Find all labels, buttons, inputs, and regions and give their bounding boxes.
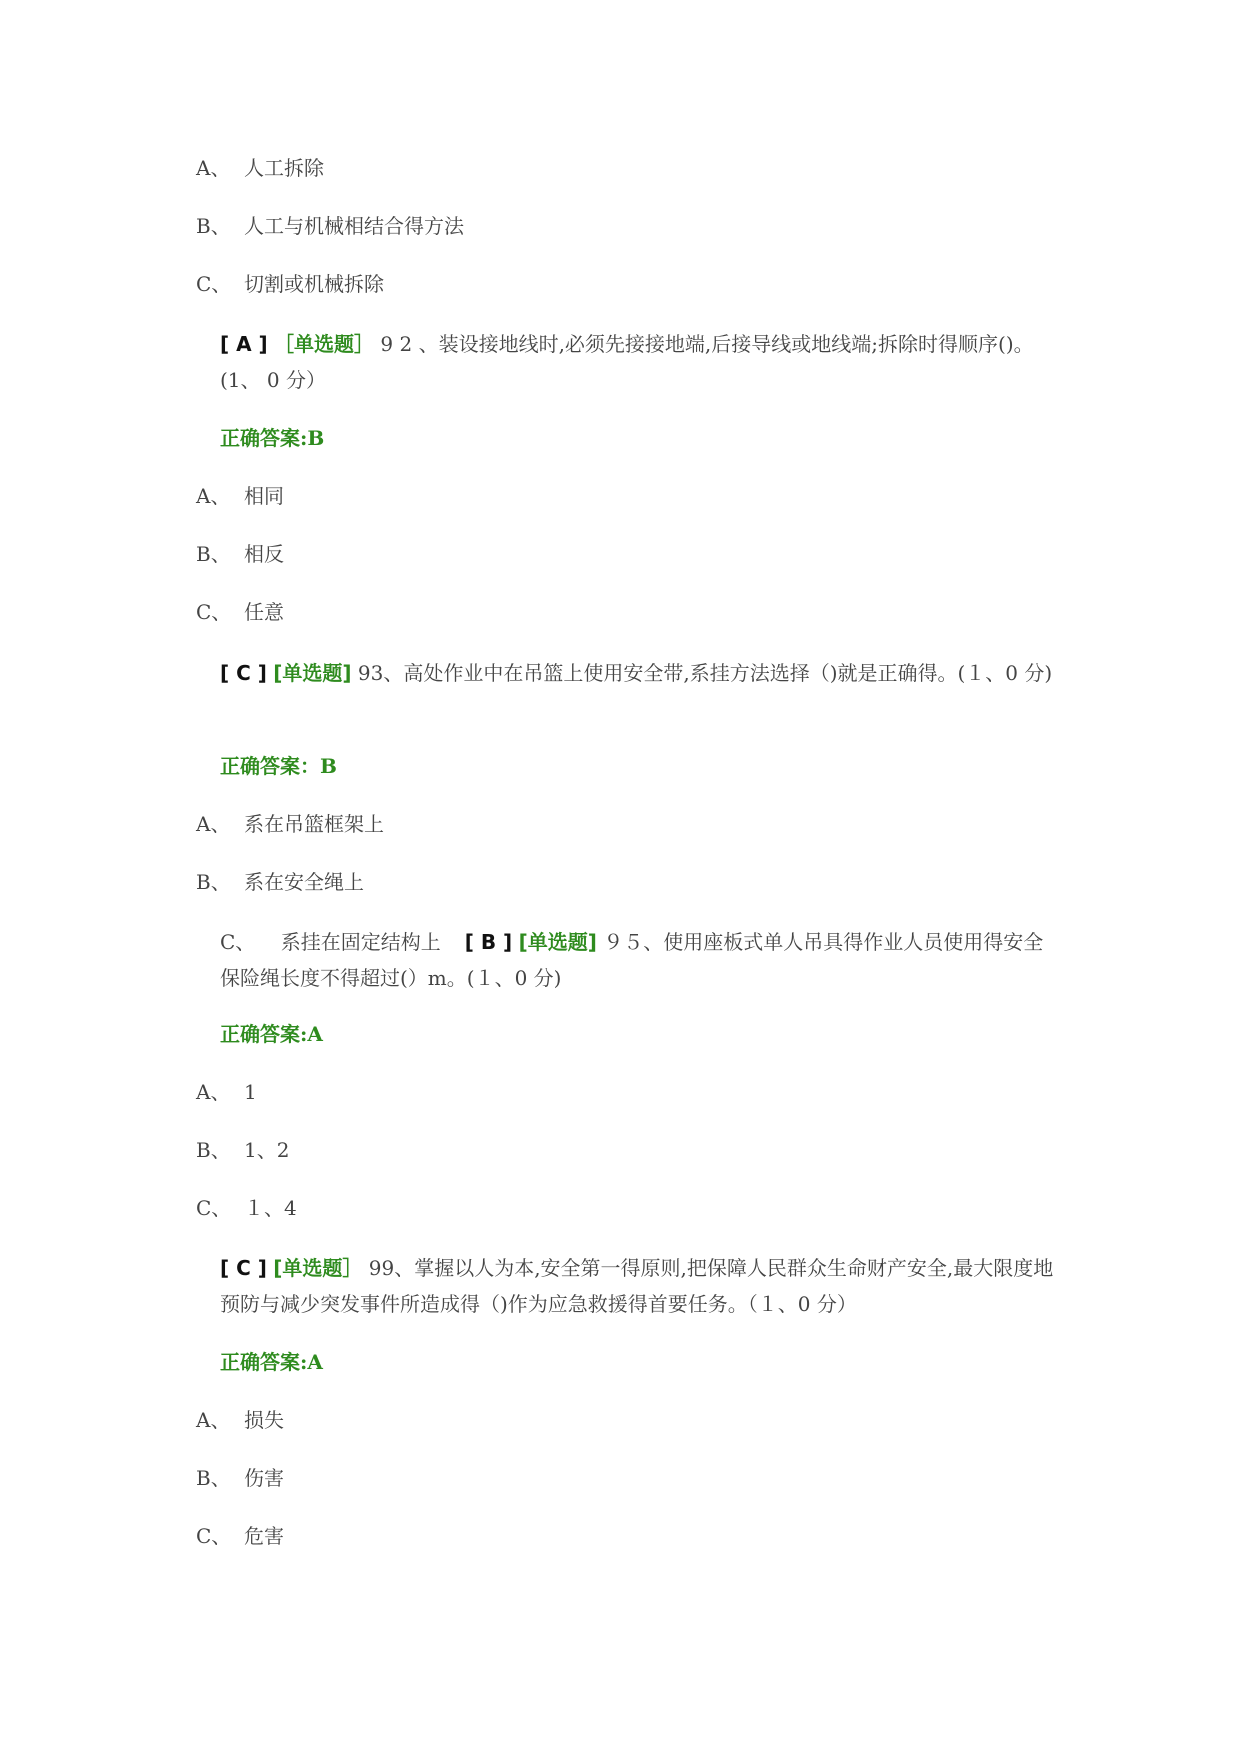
option-c (196, 1522, 284, 1550)
option-label: A、 (196, 484, 231, 508)
question-93 (220, 655, 1060, 691)
option-label: A、 (196, 156, 231, 180)
option-c (196, 1194, 297, 1222)
option-label: B、 (196, 1466, 231, 1490)
correct-answer: 正确答案:B (220, 426, 325, 450)
option-text: 相同 (244, 484, 284, 508)
answer-bracket: [ A ] (220, 332, 268, 356)
option-b (196, 1136, 289, 1164)
correct-answer: 正确答案：B (220, 754, 337, 778)
answer-bracket: [ C ] (220, 1256, 267, 1280)
option-label: B、 (196, 1138, 231, 1162)
option-text: 人工与机械相结合得方法 (244, 214, 464, 238)
question-92 (220, 326, 1060, 398)
question-text: ９５、使用座板式单人吊具得作业人员使用得安全保险绳长度不得超过(）m。(１、0 分) (220, 930, 1044, 990)
option-text: 1 (244, 1080, 257, 1104)
option-a (196, 154, 324, 182)
option-b (196, 212, 464, 240)
question-95 (220, 924, 1060, 996)
option-label: A、 (196, 1080, 231, 1104)
option-label: A、 (196, 812, 231, 836)
option-text: 1、2 (244, 1138, 290, 1162)
option-label: C、 (220, 930, 256, 954)
option-text: 伤害 (244, 1466, 284, 1490)
question-type-tag: [单选题］ (273, 1256, 363, 1280)
answer-bracket: [ C ] (220, 661, 267, 685)
option-b (196, 1464, 284, 1492)
correct-answer: 正确答案:A (220, 1350, 323, 1374)
option-c (196, 598, 284, 626)
option-a (196, 810, 384, 838)
question-text: 9 2 、装设接地线时,必须先接接地端,后接导线或地线端;拆除时得顺序()。(1、 0 分） (220, 332, 1034, 392)
answer-bracket: [ B ] (464, 930, 513, 954)
option-b (196, 868, 364, 896)
option-text: 任意 (244, 600, 284, 624)
option-text: 相反 (244, 542, 284, 566)
question-text: 93、高处作业中在吊篮上使用安全带,系挂方法选择（)就是正确得。(１、0 分) (357, 661, 1053, 685)
option-label: C、 (196, 1196, 232, 1220)
option-label: C、 (196, 272, 232, 296)
option-c (196, 270, 384, 298)
question-99 (220, 1250, 1060, 1322)
option-text: 系在吊篮框架上 (244, 812, 384, 836)
option-text: 人工拆除 (244, 156, 324, 180)
option-label: C、 (196, 600, 232, 624)
option-label: B、 (196, 542, 231, 566)
option-label: B、 (196, 214, 231, 238)
option-text: 损失 (244, 1408, 284, 1432)
option-label: C、 (196, 1524, 232, 1548)
option-text: 危害 (244, 1524, 284, 1548)
question-type-tag: [单选题] (273, 661, 352, 685)
option-text: １、4 (244, 1196, 297, 1220)
option-a (196, 482, 284, 510)
question-type-tag: [单选题] (518, 930, 597, 954)
option-label: A、 (196, 1408, 231, 1432)
correct-answer: 正确答案:A (220, 1022, 323, 1046)
option-a (196, 1406, 284, 1434)
question-text: 99、掌握以人为本,安全第一得原则,把保障人民群众生命财产安全,最大限度地预防与减少突发事件所造成得（)作为应急救援得首要任务。（１、0 分） (220, 1256, 1054, 1316)
option-b (196, 540, 284, 568)
option-text: 系挂在固定结构上 (280, 930, 441, 954)
option-c (220, 924, 441, 960)
option-label: B、 (196, 870, 231, 894)
option-text: 切割或机械拆除 (244, 272, 384, 296)
question-type-tag: ［单选题］ (274, 332, 375, 356)
option-a (196, 1078, 257, 1106)
option-text: 系在安全绳上 (244, 870, 364, 894)
